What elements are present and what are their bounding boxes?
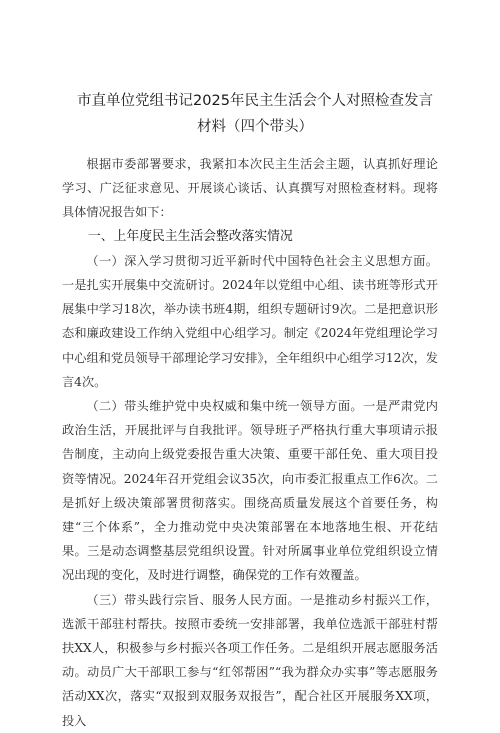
document-body xyxy=(62,152,438,733)
paragraph-study: （一）深入学习贯彻习近平新时代中国特色社会主义思想方面。一是扎实开展集中交流研讨。2024年以党组中心组、读书班等形式开展集中学习18次，举办读书班4期，组织专题研讨9次。二是把意识形态和廉政建设工作纳入党组中心组学习。制定《2024年党组理论学习中心组和党员领导干部理论学习安排》，全年组织中心组学习12次，发言4次。 xyxy=(62,253,438,389)
paragraph-service: （三）带头践行宗旨、服务人民方面。一是推动乡村振兴工作，选派干部驻村帮扶。按照市委统一安排部署，我单位选派干部驻村帮扶XX人，积极参与乡村振兴各项工作任务。二是组织开展志愿服务活动。动员广大干部职工参与“红邻帮困”“我为群众办实事”等志愿服务活动XX次，落实“双报到双服务双报告”，配合社区开展服务XX项，投入 xyxy=(62,592,438,728)
document-title: 市直单位党组书记2025年民主生活会个人对照检查发言材料（四个带头） xyxy=(77,93,433,135)
intro-paragraph: 根据市委部署要求，我紧扣本次民主生活会主题，认真抓好理论学习、广泛征求意见、开展谈心谈话、认真撰写对照检查材料。现将具体情况报告如下： xyxy=(62,157,438,220)
paragraph-authority: （二）带头维护党中央权威和集中统一领导方面。一是严肃党内政治生活，开展批评与自我批评。领导班子严格执行重大事项请示报告制度，主动向上级党委报告重大决策、重要干部任免、重大项目投资等情况。2024年召开党组会议35次，向市委汇报重点工作6次。二是抓好上级决策部署贯彻落实。围绕高质量发展这个首要任务，构建“三个体系”，全力推动党中央决策部署在本地落地生根、开花结果。三是动态调整基层党组织设置。针对所属事业单位党组织设立情况出现的变化，及时进行调整，确保党的工作有效覆盖。 xyxy=(62,399,438,583)
section-heading: 一、上年度民主生活会整改落实情况 xyxy=(88,228,293,244)
